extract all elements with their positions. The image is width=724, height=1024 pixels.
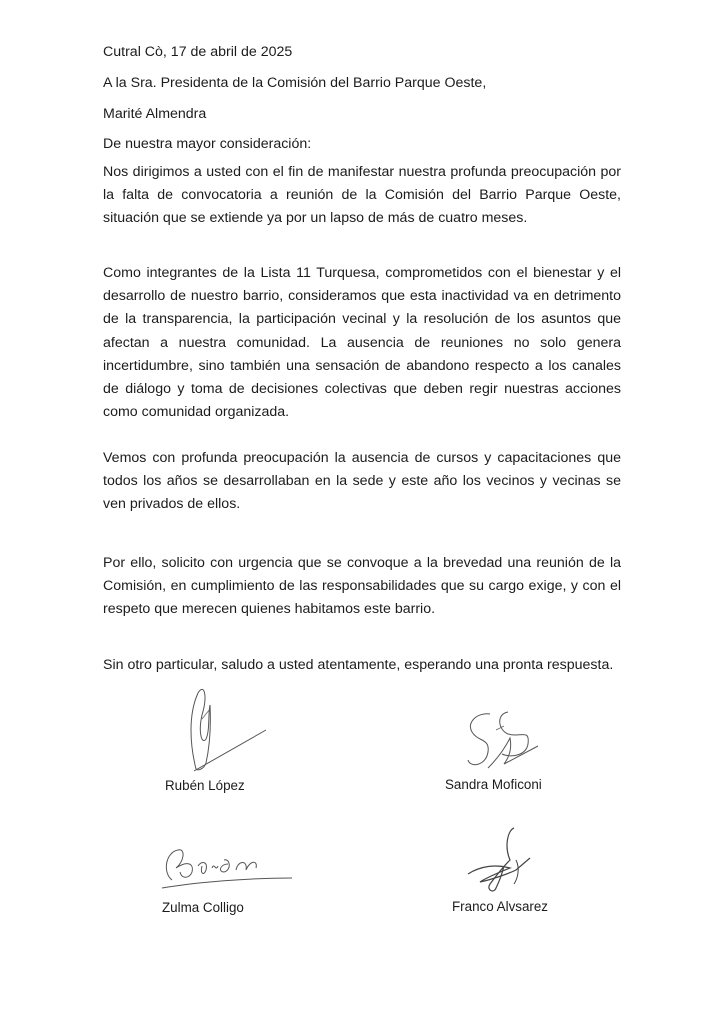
handwritten-signature-icon xyxy=(180,685,270,775)
recipient-line: A la Sra. Presidenta de la Comisión del Barrio Parque Oeste, xyxy=(103,75,487,91)
paragraph-2: Como integrantes de la Lista 11 Turquesa, comprometidos con el bienestar y el desarrollo de nuestro barrio, consideramos que esta inactividad va en detrimento de la transparencia, la participación vecinal y la resolución de los asuntos que afectan a nuestra comunidad. La ausencia de reuniones no solo genera incertidumbre, sino también una sensación de abandono respecto a los canales de diálogo y toma de decisiones colectivas que deben regir nuestras acciones como comunidad organizada. xyxy=(103,265,621,421)
handwritten-signature-icon xyxy=(460,826,550,898)
handwritten-signature-icon xyxy=(158,842,298,892)
closing-line: Sin otro particular, saludo a usted atentamente, esperando una pronta respuesta. xyxy=(103,657,614,673)
signer-name: Franco Alvsarez xyxy=(452,899,549,914)
signer-name: Sandra Moficoni xyxy=(445,777,542,792)
handwritten-signature-icon xyxy=(460,708,550,778)
place-date: Cutral Cò, 17 de abril de 2025 xyxy=(103,44,293,60)
salutation: De nuestra mayor consideración: xyxy=(103,136,312,152)
paragraph-3: Vemos con profunda preocupación la ausencia de cursos y capacitaciones que todos los años se desarrollaban en la sede y este año los vecinos y vecinas se ven privados de ellos. xyxy=(103,450,621,513)
paragraph-4: Por ello, solicito con urgencia que se convoque a la brevedad una reunión de la Comisión, en cumplimiento de las responsabilidades que su cargo exige, y con el respeto que merecen quienes habitamos este barrio. xyxy=(103,555,621,618)
signer-name: Zulma Colligo xyxy=(162,900,244,915)
signer-name: Rubén López xyxy=(165,778,245,793)
recipient-name: Marité Almendra xyxy=(103,106,207,122)
paragraph-1: Nos dirigimos a usted con el fin de manifestar nuestra profunda preocupación por la falta de convocatoria a reunión de la Comisión del Barrio Parque Oeste, situación que se extiende ya por un lapso de más de cuatro meses. xyxy=(103,164,621,227)
